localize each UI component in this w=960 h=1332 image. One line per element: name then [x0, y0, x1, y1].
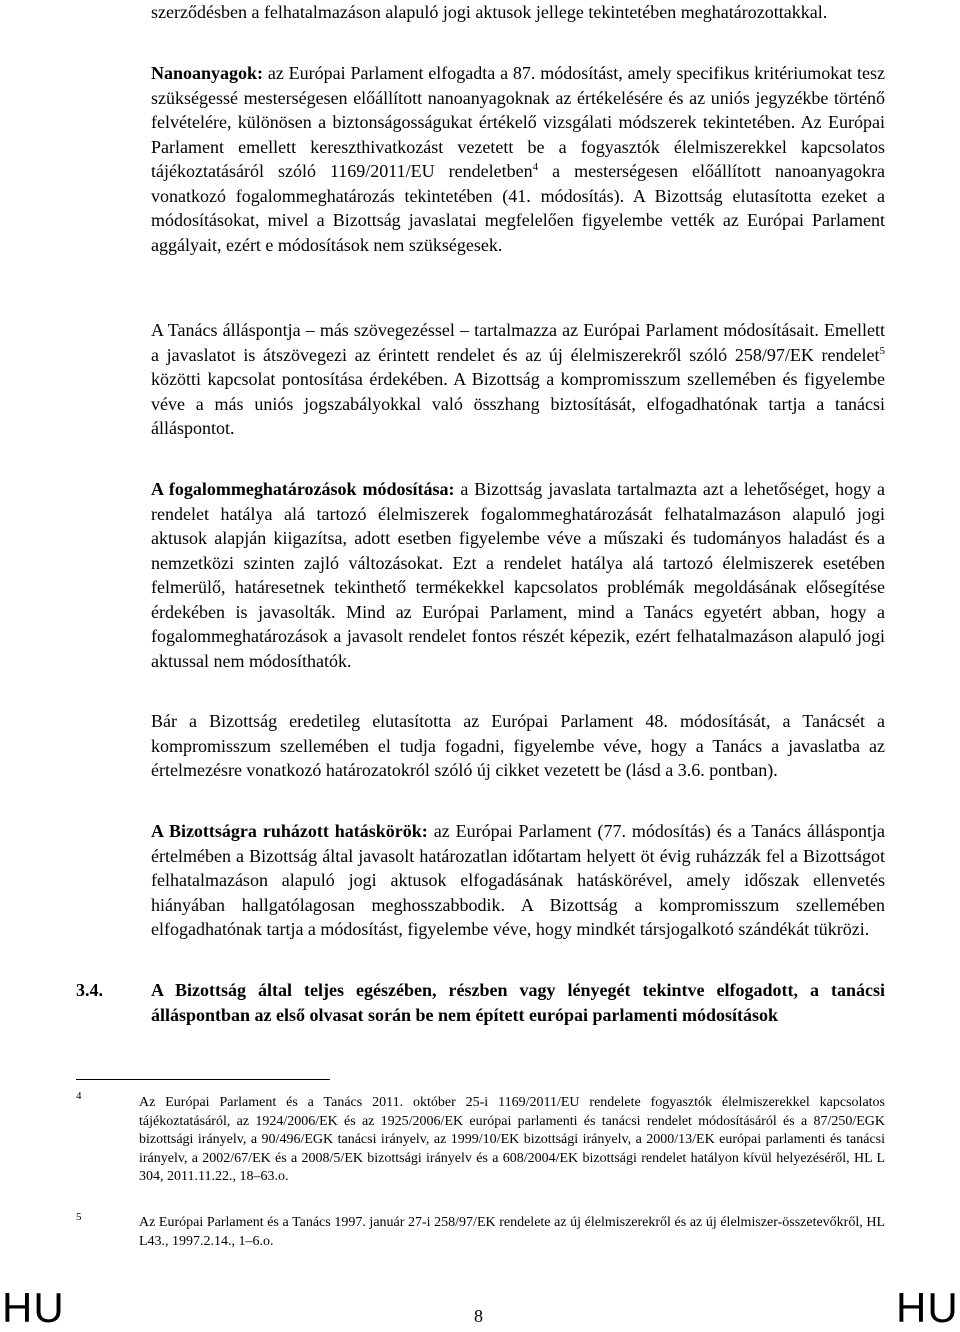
paragraph-text: az Európai Parlament (77. módosítás) és a Tanács álláspontja értelmében a Bizottság által javasolt határozatlan időtartam helyett öt évig ruházzák fel a Bizottságot felhatalmazáson alapuló jogi aktusok elfogadásának hatáskörével, amely időszak ellenvetés hiányában hallgatólagosan meghosszabbodik. A Bizottság a kompromisszum szellemében elfogadhatónak tartja a módosítást, figyelembe véve, hogy mindkét társjogalkotó szándékát tükrözi.: [151, 821, 885, 939]
footnote-text: Az Európai Parlament és a Tanács 1997. január 27-i 258/97/EK rendelete az új élelmiszerekről és az új élelmiszer-összetevőkről, HL L43., 1997.2.14., 1–6.o.: [139, 1215, 885, 1249]
paragraph-heading: A Bizottságra ruházott hatáskörök:: [151, 821, 428, 841]
paragraph-heading: Nanoanyagok:: [151, 63, 264, 83]
section-number: 3.4.: [76, 980, 103, 1000]
footnote-separator: [76, 1079, 330, 1080]
footnote-number: 5: [76, 1211, 82, 1223]
paragraph-council-position: [151, 318, 885, 441]
footnote-text: Az Európai Parlament és a Tanács 2011. október 25-i 1169/2011/EU rendelete fogyasztók élelmiszerekkel kapcsolatos tájékoztatásáról, az 1924/2006/EK és az 1925/2006/EK európai parlamenti és tanácsi rendelet módosításáról és a 87/250/EGK bizottsági irányelv, a 90/496/EGK tanácsi irányelv, az 1999/10/EK bizottsági irányelv, a 2000/13/EK európai parlamenti és tanácsi irányelv, a 2002/67/EK és a 2008/5/EK bizottsági irányelv és a 608/2004/EK bizottsági rendelet hatályon kívül helyezéséről, HL L 304, 2011.11.22., 18–63.o.: [139, 1095, 885, 1184]
paragraph-heading: A fogalommeghatározások módosítása:: [151, 479, 455, 499]
paragraph-amendment-48: [151, 709, 885, 783]
paragraph-definitions: [151, 477, 885, 673]
paragraph-text: szerződésben a felhatalmazáson alapuló jogi aktusok jellege tekintetében meghatározottakkal.: [151, 2, 828, 22]
paragraph-delegated-powers: [151, 819, 885, 942]
language-code-right: HU: [896, 1284, 959, 1331]
paragraph-text: a mesterségesen előállított nanoanyagokra vonatkozó fogalommeghatározás tekintetében (41. módosítás). A Bizottság elutasította ezeket a módosításokat, mivel a Bizottság javaslatai megfelelően figyelembe vették az Európai Parlament aggályait, ezért e módosítások nem szükségesek.: [151, 161, 885, 255]
paragraph-text: a Bizottság javaslata tartalmazta azt a lehetőséget, hogy a rendelet hatálya alá tartozó élelmiszerek fogalommeghatározását felhatalmazáson alapuló jogi aktusok alapján kiigazítsa, adott esetben figyelembe véve a műszaki és tudományos haladást és a nemzetközi szinten zajló változásokat. Ezt a rendelet hatálya alá tartozó élelmiszerek esetében felmerülő, határesetnek tekinthető termékekkel kapcsolatos problémák megoldásának elősegítése érdekében is javasolták. Mind az Európai Parlament, mind a Tanács egyetért abban, hogy a fogalommeghatározások a javasolt rendelet fontos részét képezik, ezért felhatalmazáson alapuló jogi aktussal nem módosíthatók.: [151, 479, 885, 671]
paragraph-nanomaterials: [151, 61, 885, 257]
paragraph-text: közötti kapcsolat pontosítása érdekében. A Bizottság a kompromisszum szellemében és figyelembe véve a más uniós jogszabályokkal való összhang biztosítását, elfogadhatónak tartja a tanácsi álláspontot.: [151, 369, 885, 438]
paragraph-text: az Európai Parlament elfogadta a 87. módosítást, amely specifikus kritériumokat tesz szükségessé mesterségesen előállított nanoanyagoknak az értékelésére és az uniós jegyzékbe történő felvételére, különösen a biztonságosságukat értékelő vizsgálati módszerek tekintetében. Az Európai Parlament emellett kereszthivatkozást vezetett be a fogyasztók élelmiszerekkel kapcsolatos tájékoztatásáról szóló 1169/2011/EU rendeletben: [151, 63, 885, 181]
footnote-ref-5[interactable]: 5: [879, 344, 885, 357]
paragraph-text: A Tanács álláspontja – más szövegezéssel – tartalmazza az Európai Parlament módosításait. Emellett a javaslatot is átszövegezi az érintett rendelet és az új élelmiszerekről szóló 258/97/EK rendelet: [151, 320, 885, 365]
page-number: 8: [474, 1306, 483, 1326]
language-code-left: HU: [2, 1284, 65, 1331]
paragraph-text: Bár a Bizottság eredetileg elutasította az Európai Parlament 48. módosítását, a Tanácsét a kompromisszum szellemében el tudja fogadni, figyelembe véve, hogy a Tanács a javaslatba az értelmezésre vonatkozó határozatokról szóló új cikket vezetett be (lásd a 3.6. pontban).: [151, 711, 885, 780]
footnote-number: 4: [76, 1090, 82, 1102]
paragraph-continuation: [151, 0, 885, 25]
footnote-ref-4[interactable]: 4: [532, 161, 539, 173]
section-title: A Bizottság által teljes egészében, részben vagy lényegét tekintve elfogadott, a tanácsi álláspontban az első olvasat során be nem épített európai parlamenti módosítások: [151, 980, 885, 1025]
